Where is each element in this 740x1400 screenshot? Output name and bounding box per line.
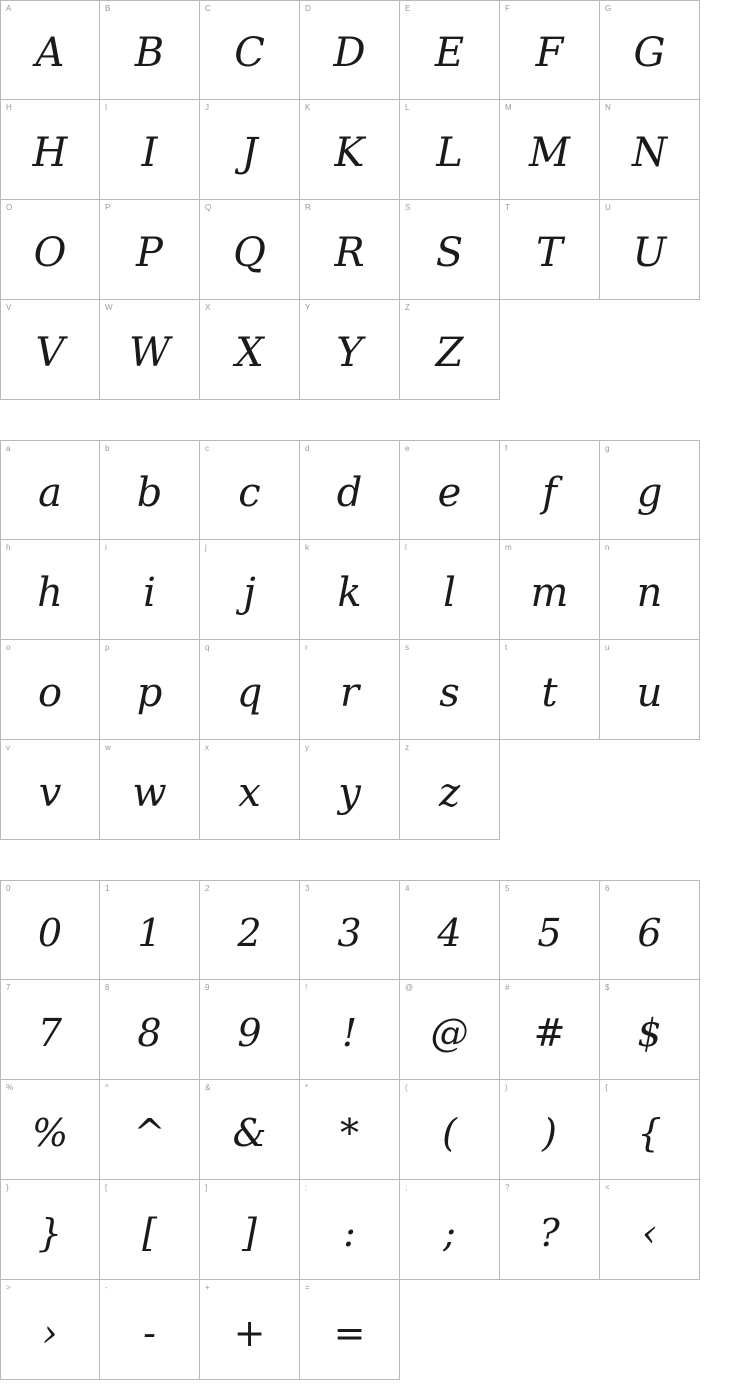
glyph-character: T	[536, 229, 563, 276]
glyph-cell	[0, 880, 100, 980]
glyph-cell-empty	[600, 300, 700, 400]
glyph-character: %	[31, 1110, 69, 1155]
glyph-cell	[200, 540, 300, 640]
glyph-cell	[100, 880, 200, 980]
glyph-cell	[100, 1280, 200, 1380]
glyph-character: Z	[435, 329, 464, 376]
glyph-character: d	[336, 470, 363, 516]
glyph-code-label: 6	[605, 884, 610, 893]
glyph-character: F	[535, 30, 564, 76]
glyph-code-label: L	[405, 103, 410, 112]
glyph-character: X	[235, 329, 264, 376]
glyph-code-label: (	[405, 1083, 408, 1092]
glyph-code-label: 1	[105, 884, 110, 893]
glyph-cell	[500, 880, 600, 980]
glyph-cell	[200, 980, 300, 1080]
glyph-code-label: 5	[505, 884, 510, 893]
glyph-character: ;	[443, 1210, 456, 1255]
glyph-character: O	[33, 229, 67, 276]
glyph-cell	[200, 300, 300, 400]
glyph-code-label: e	[405, 444, 410, 453]
glyph-character: ?	[539, 1210, 560, 1255]
glyph-cell	[100, 1180, 200, 1280]
block-spacer	[0, 840, 740, 880]
glyph-code-label: Z	[405, 303, 411, 312]
glyph-code-label: <	[605, 1183, 610, 1192]
glyph-cell	[500, 0, 600, 100]
glyph-code-label: 2	[205, 884, 210, 893]
glyph-code-label: C	[205, 4, 211, 13]
glyph-character: S	[435, 229, 464, 276]
glyph-block-digits-and-symbols	[0, 880, 700, 1380]
glyph-cell	[0, 100, 100, 200]
glyph-cell	[0, 1080, 100, 1180]
glyph-cell	[0, 980, 100, 1080]
glyph-code-label: E	[405, 4, 411, 13]
glyph-character: a	[38, 470, 62, 516]
glyph-character: 9	[237, 1010, 262, 1055]
glyph-cell	[600, 440, 700, 540]
glyph-cell	[200, 1280, 300, 1380]
glyph-cell	[300, 980, 400, 1080]
glyph-code-label: d	[305, 444, 310, 453]
glyph-code-label: f	[505, 444, 508, 453]
glyph-code-label: ?	[505, 1183, 510, 1192]
glyph-character: w	[132, 769, 167, 816]
glyph-code-label: M	[505, 103, 512, 112]
glyph-character: 6	[637, 911, 662, 955]
glyph-cell	[0, 540, 100, 640]
glyph-cell	[500, 440, 600, 540]
glyph-code-label: @	[405, 983, 414, 992]
glyph-code-label: Q	[205, 203, 212, 212]
glyph-character: D	[333, 30, 366, 76]
glyph-cell	[500, 1180, 600, 1280]
glyph-character: C	[234, 30, 265, 76]
glyph-character: q	[236, 669, 263, 716]
glyph-cell	[500, 980, 600, 1080]
glyph-cell	[400, 200, 500, 300]
glyph-code-label: r	[305, 643, 308, 652]
glyph-character: 1	[137, 911, 162, 955]
glyph-cell	[600, 540, 700, 640]
glyph-cell-empty	[600, 1280, 700, 1380]
glyph-character: m	[530, 569, 569, 616]
glyph-code-label: R	[305, 203, 311, 212]
glyph-character: s	[439, 669, 460, 716]
glyph-code-label: 7	[6, 983, 11, 992]
glyph-code-label: 4	[405, 884, 410, 893]
glyph-code-label: G	[605, 4, 612, 13]
glyph-character: i	[143, 569, 156, 616]
glyph-code-label: S	[405, 203, 411, 212]
glyph-character: z	[438, 769, 461, 816]
glyph-character: ]	[242, 1210, 257, 1255]
glyph-code-label: $	[605, 983, 610, 992]
glyph-character: N	[632, 129, 667, 176]
glyph-cell	[400, 440, 500, 540]
glyph-code-label: g	[605, 444, 610, 453]
glyph-cell	[300, 1280, 400, 1380]
glyph-character: E	[434, 30, 465, 76]
glyph-cell	[100, 740, 200, 840]
glyph-character: )	[542, 1110, 557, 1155]
glyph-code-label: -	[105, 1283, 108, 1292]
glyph-character: n	[636, 569, 663, 616]
glyph-code-label: F	[505, 4, 511, 13]
glyph-code-label: w	[105, 743, 111, 752]
glyph-code-label: !	[305, 983, 308, 992]
glyph-cell	[100, 0, 200, 100]
glyph-cell	[300, 200, 400, 300]
glyph-code-label: u	[605, 643, 610, 652]
glyph-cell	[200, 640, 300, 740]
glyph-cell	[400, 1080, 500, 1180]
glyph-cell	[400, 300, 500, 400]
glyph-cell	[300, 540, 400, 640]
glyph-cell	[0, 440, 100, 540]
glyph-character: *	[340, 1110, 359, 1155]
glyph-cell-empty	[600, 740, 700, 840]
glyph-code-label: x	[205, 743, 210, 752]
glyph-code-label: q	[205, 643, 210, 652]
glyph-character: @	[430, 1010, 469, 1055]
glyph-code-label: *	[305, 1083, 309, 1092]
glyph-cell	[300, 880, 400, 980]
glyph-code-label: I	[105, 103, 108, 112]
glyph-code-label: h	[6, 543, 11, 552]
glyph-code-label: }	[6, 1183, 9, 1192]
glyph-cell	[300, 740, 400, 840]
glyph-code-label: ^	[105, 1083, 109, 1092]
glyph-cell	[200, 880, 300, 980]
glyph-character: v	[38, 769, 62, 816]
glyph-cell	[0, 0, 100, 100]
glyph-character: p	[136, 669, 163, 716]
glyph-code-label: 0	[6, 884, 11, 893]
glyph-cell	[600, 1180, 700, 1280]
glyph-character: [	[142, 1210, 157, 1255]
glyph-cell	[100, 640, 200, 740]
glyph-code-label: {	[605, 1083, 608, 1092]
glyph-character: +	[233, 1310, 266, 1355]
glyph-character: R	[334, 229, 365, 276]
glyph-cell	[300, 300, 400, 400]
glyph-code-label: b	[105, 444, 110, 453]
glyph-code-label: =	[305, 1283, 310, 1292]
glyph-code-label: &	[205, 1083, 211, 1092]
glyph-code-label: o	[6, 643, 11, 652]
glyph-code-label: k	[305, 543, 310, 552]
glyph-character: t	[541, 669, 558, 716]
glyph-character: W	[128, 329, 171, 376]
block-spacer	[0, 400, 740, 440]
glyph-character: l	[443, 569, 456, 616]
glyph-code-label: H	[6, 103, 12, 112]
glyph-cell	[0, 300, 100, 400]
glyph-character: H	[32, 129, 68, 176]
glyph-character: g	[636, 470, 663, 516]
glyph-character: &	[232, 1110, 267, 1155]
glyph-code-label: t	[505, 643, 508, 652]
glyph-character: {	[637, 1110, 662, 1155]
glyph-cell	[200, 200, 300, 300]
glyph-character: P	[136, 229, 163, 276]
glyph-character: K	[334, 129, 365, 176]
glyph-character: J	[241, 129, 258, 176]
glyph-code-label: ;	[405, 1183, 408, 1192]
glyph-code-label: n	[605, 543, 610, 552]
glyph-cell	[600, 200, 700, 300]
glyph-character: M	[529, 129, 570, 176]
glyph-cell	[200, 1080, 300, 1180]
glyph-cell	[400, 100, 500, 200]
glyph-cell	[600, 880, 700, 980]
glyph-code-label: j	[205, 543, 207, 552]
glyph-cell	[0, 740, 100, 840]
glyph-cell	[200, 100, 300, 200]
glyph-cell-empty	[500, 1280, 600, 1380]
glyph-character: Q	[233, 229, 266, 276]
glyph-code-label: U	[605, 203, 611, 212]
glyph-character: ^	[133, 1110, 166, 1155]
glyph-code-label: v	[6, 743, 11, 752]
glyph-cell	[500, 200, 600, 300]
glyph-character: 8	[137, 1010, 162, 1055]
glyph-cell	[200, 740, 300, 840]
glyph-character: e	[437, 470, 462, 516]
glyph-character: G	[633, 30, 666, 76]
glyph-cell	[500, 540, 600, 640]
glyph-cell	[300, 0, 400, 100]
glyph-cell	[200, 440, 300, 540]
glyph-character: ‹	[641, 1210, 658, 1255]
glyph-character: f	[542, 470, 557, 516]
glyph-cell	[100, 440, 200, 540]
glyph-character: U	[632, 229, 667, 276]
glyph-character: ›	[42, 1310, 58, 1355]
glyph-cell-empty	[400, 1280, 500, 1380]
glyph-cell	[0, 640, 100, 740]
glyph-cell	[400, 880, 500, 980]
glyph-character: }	[37, 1210, 63, 1255]
glyph-code-label: J	[205, 103, 210, 112]
glyph-cell	[400, 980, 500, 1080]
glyph-cell	[600, 980, 700, 1080]
glyph-cell	[100, 540, 200, 640]
glyph-character: !	[341, 1010, 358, 1055]
glyph-cell	[600, 640, 700, 740]
glyph-character: 4	[437, 911, 462, 955]
glyph-cell	[200, 1180, 300, 1280]
glyph-code-label: m	[505, 543, 512, 552]
glyph-code-label: X	[205, 303, 211, 312]
glyph-code-label: )	[505, 1083, 508, 1092]
glyph-code-label: z	[405, 743, 410, 752]
glyph-character: 3	[337, 911, 362, 955]
glyph-character: u	[636, 669, 663, 716]
glyph-character: A	[35, 30, 65, 76]
glyph-character: h	[37, 569, 63, 616]
glyph-code-label: [	[105, 1183, 108, 1192]
glyph-code-label: :	[305, 1183, 308, 1192]
glyph-character: x	[238, 769, 261, 816]
glyph-character: c	[238, 470, 261, 516]
glyph-character: Y	[336, 329, 363, 376]
glyph-character: I	[141, 129, 158, 176]
glyph-cell	[400, 0, 500, 100]
glyph-block-lowercase	[0, 440, 700, 840]
glyph-block-uppercase	[0, 0, 700, 400]
glyph-character: (	[442, 1110, 457, 1155]
glyph-cell	[100, 100, 200, 200]
glyph-code-label: 8	[105, 983, 110, 992]
glyph-cell	[400, 540, 500, 640]
glyph-code-label: K	[305, 103, 311, 112]
glyph-code-label: ]	[205, 1183, 208, 1192]
glyph-character: 0	[37, 911, 63, 955]
glyph-code-label: O	[6, 203, 13, 212]
glyph-code-label: B	[105, 4, 111, 13]
glyph-code-label: a	[6, 444, 11, 453]
glyph-cell-empty	[500, 300, 600, 400]
glyph-code-label: +	[205, 1283, 210, 1292]
glyph-code-label: T	[505, 203, 511, 212]
glyph-cell	[500, 100, 600, 200]
glyph-code-label: c	[205, 444, 210, 453]
glyph-code-label: p	[105, 643, 110, 652]
glyph-code-label: l	[405, 543, 407, 552]
glyph-character: B	[134, 30, 165, 76]
glyph-code-label: P	[105, 203, 111, 212]
glyph-cell	[300, 440, 400, 540]
glyph-cell	[300, 100, 400, 200]
glyph-character: 2	[237, 911, 262, 955]
glyph-cell	[400, 740, 500, 840]
glyph-code-label: i	[105, 543, 107, 552]
glyph-code-label: 9	[205, 983, 210, 992]
glyph-code-label: W	[105, 303, 113, 312]
glyph-cell	[100, 300, 200, 400]
glyph-cell	[0, 1180, 100, 1280]
glyph-character: V	[35, 329, 65, 376]
glyph-code-label: %	[6, 1083, 14, 1092]
glyph-character: b	[136, 470, 163, 516]
glyph-code-label: 3	[305, 884, 310, 893]
glyph-cell	[300, 1180, 400, 1280]
glyph-character: 5	[537, 911, 562, 955]
glyph-cell	[100, 1080, 200, 1180]
glyph-character: r	[339, 669, 360, 716]
glyph-code-label: N	[605, 103, 611, 112]
glyph-cell	[0, 1280, 100, 1380]
glyph-cell	[0, 200, 100, 300]
glyph-character: k	[337, 569, 362, 616]
glyph-cell	[600, 0, 700, 100]
glyph-code-label: s	[405, 643, 410, 652]
glyph-cell-empty	[500, 740, 600, 840]
glyph-cell	[600, 1080, 700, 1180]
glyph-cell	[100, 200, 200, 300]
glyph-code-label: D	[305, 4, 311, 13]
glyph-cell	[200, 0, 300, 100]
glyph-code-label: y	[305, 743, 310, 752]
glyph-cell	[400, 1180, 500, 1280]
glyph-code-label: Y	[305, 303, 311, 312]
glyph-cell	[600, 100, 700, 200]
glyph-character: =	[333, 1310, 366, 1355]
glyph-character: L	[436, 129, 463, 176]
glyph-character: 7	[37, 1010, 63, 1055]
glyph-character: #	[533, 1010, 566, 1055]
glyph-character: y	[338, 769, 361, 816]
glyph-character: o	[37, 669, 63, 716]
glyph-character: j	[243, 569, 256, 616]
glyph-code-label: >	[6, 1283, 11, 1292]
glyph-cell	[300, 640, 400, 740]
glyph-code-label: #	[505, 983, 510, 992]
glyph-character: -	[143, 1310, 156, 1355]
glyph-code-label: V	[6, 303, 12, 312]
glyph-cell	[500, 1080, 600, 1180]
glyph-character: $	[637, 1010, 662, 1055]
glyph-cell	[500, 640, 600, 740]
glyph-cell	[400, 640, 500, 740]
glyph-code-label: A	[6, 4, 12, 13]
glyph-cell	[100, 980, 200, 1080]
glyph-cell	[300, 1080, 400, 1180]
glyph-character: :	[343, 1210, 356, 1255]
